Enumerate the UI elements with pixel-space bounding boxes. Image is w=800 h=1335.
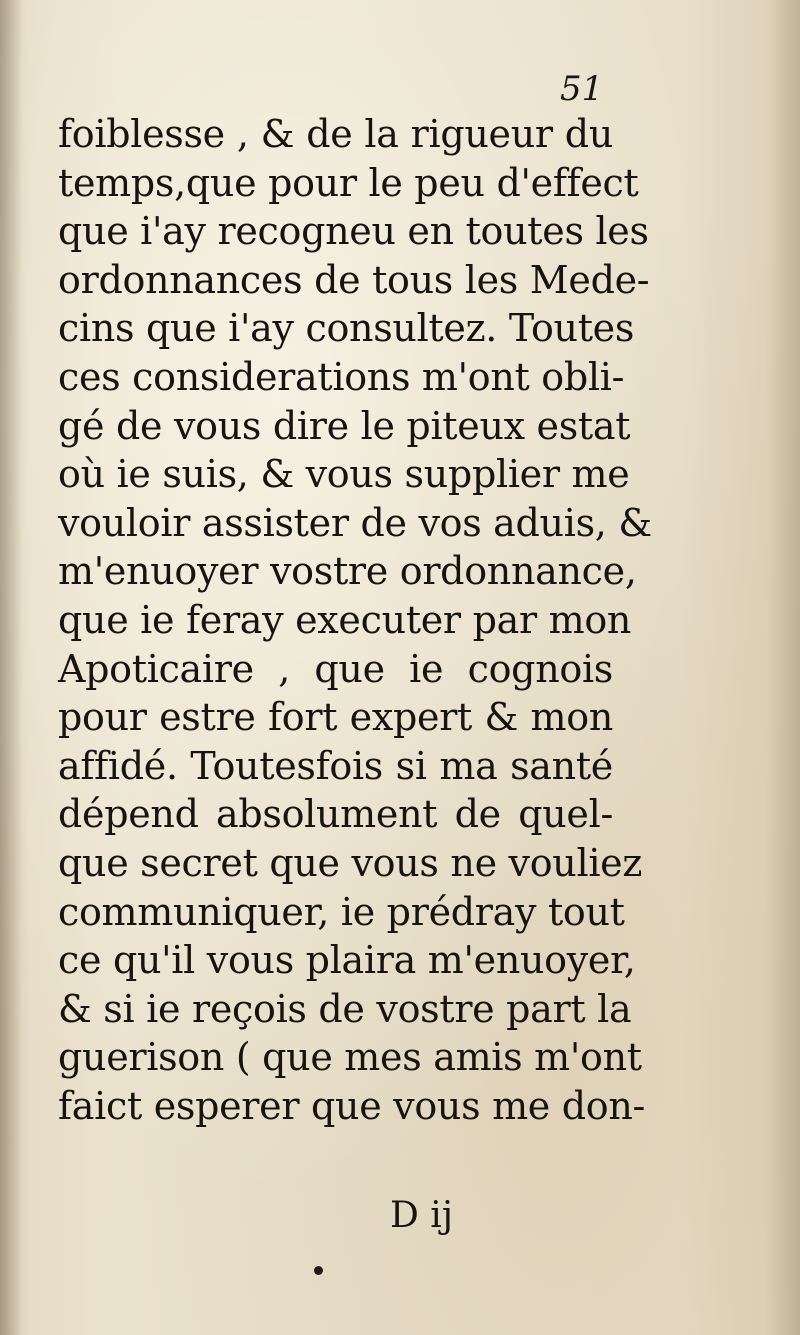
page-edge-shade — [766, 0, 800, 1335]
signature-mark: D ij — [390, 1195, 453, 1236]
text-line: cins que i'ay consultez. Toutes — [58, 306, 635, 351]
text-line: dépend absolument de quel- — [58, 792, 613, 837]
text-line: où ie suis, & vous supplier me — [58, 452, 630, 497]
text-line: ces considerations m'ont obli- — [58, 354, 625, 399]
text-line: faict esperer que vous me don- — [58, 1083, 646, 1128]
text-line: communiquer, ie prédray tout — [58, 889, 625, 934]
text-line: que ie feray executer par mon — [58, 597, 632, 642]
text-line: vouloir assister de vos aduis, & — [58, 500, 652, 545]
text-line: temps,que pour le peu d'effect — [58, 160, 639, 205]
text-line: guerison ( que mes amis m'ont — [58, 1035, 642, 1080]
text-line: affidé. Toutesfois si ma santé — [58, 743, 613, 788]
text-line: foiblesse , & de la rigueur du — [58, 112, 613, 156]
text-line: que i'ay recogneu en toutes les — [58, 209, 649, 254]
ink-dot — [314, 1266, 323, 1275]
text-line: gé de vous dire le piteux estat — [58, 403, 631, 448]
text-line: ordonnances de tous les Mede- — [58, 257, 650, 302]
text-line: ce qu'il vous plaira m'enuoyer, — [58, 938, 636, 983]
text-line: m'enuoyer vostre ordonnance, — [58, 549, 637, 594]
text-line: Apoticaire , que ie cognois — [58, 646, 613, 691]
text-line: & si ie reçois de vostre part la — [58, 986, 632, 1031]
body-text — [58, 110, 652, 1130]
gutter-shadow — [0, 0, 22, 1335]
text-line: que secret que vous ne vouliez — [58, 840, 643, 885]
text-line: pour estre fort expert & mon — [58, 695, 613, 740]
page-number: 51 — [560, 69, 604, 109]
